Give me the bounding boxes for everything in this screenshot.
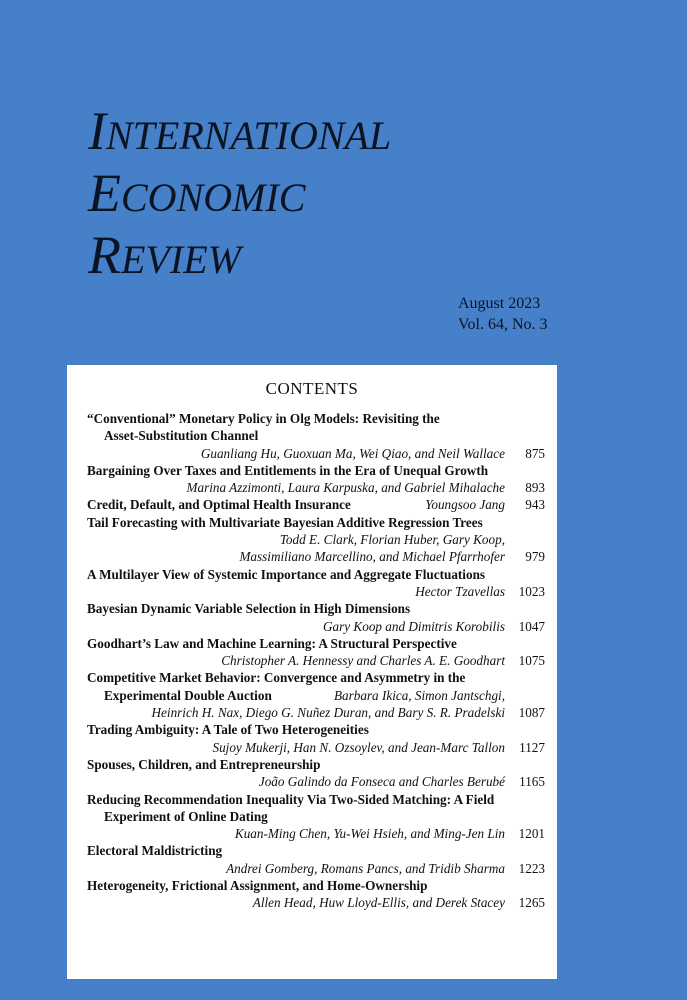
article-authors: Guanliang Hu, Guoxuan Ma, Wei Qiao, and Neil Wallace — [200, 445, 505, 461]
article-page: 1087 — [518, 705, 545, 721]
issue-date: August 2023 — [458, 295, 541, 312]
article-title[interactable]: Tail Forecasting with Multivariate Bayesian Additive Regression Trees — [87, 514, 483, 530]
article-authors: Hector Tzavellas — [415, 583, 505, 599]
toc-entry[interactable] — [87, 756, 545, 791]
article-page: 1047 — [518, 618, 545, 634]
article-title[interactable]: Spouses, Children, and Entrepreneurship — [87, 756, 321, 772]
toc-entry[interactable] — [87, 462, 545, 497]
article-title[interactable]: Competitive Market Behavior: Convergence and Asymmetry in the — [87, 670, 466, 686]
article-page: 1075 — [518, 653, 545, 669]
journal-title-line-2: ECONOMIC — [88, 163, 306, 223]
toc-entry[interactable] — [87, 877, 545, 912]
journal-title — [88, 100, 391, 286]
journal-title-line-1: INTERNATIONAL — [88, 101, 392, 161]
article-page: 893 — [525, 480, 545, 496]
article-authors: Marina Azzimonti, Laura Karpuska, and Gabriel Mihalache — [186, 480, 505, 496]
toc-entry[interactable] — [87, 514, 545, 566]
issue-volume: Vol. 64, No. 3 — [458, 316, 548, 333]
article-title[interactable]: Reducing Recommendation Inequality Via Two-Sided Matching: A Field — [87, 791, 495, 807]
toc-entry[interactable] — [87, 600, 545, 635]
toc-entry[interactable] — [87, 496, 545, 513]
article-page: 1223 — [518, 860, 545, 876]
toc-entry[interactable] — [87, 842, 545, 877]
article-authors: Sujoy Mukerji, Han N. Ozsoylev, and Jean-Marc Tallon — [212, 739, 505, 755]
article-title-cont[interactable]: Experimental Double Auction — [104, 687, 272, 703]
article-title[interactable]: A Multilayer View of Systemic Importance and Aggregate Fluctuations — [87, 566, 486, 582]
article-page: 979 — [525, 549, 545, 565]
toc-entry[interactable] — [87, 791, 545, 843]
article-authors: Massimiliano Marcellino, and Michael Pfarrhofer — [239, 549, 505, 565]
article-authors: Gary Koop and Dimitris Korobilis — [323, 618, 505, 634]
article-title[interactable]: Heterogeneity, Frictional Assignment, and Home-Ownership — [87, 878, 428, 894]
journal-title-line-3: REVIEW — [88, 225, 241, 285]
article-page: 1201 — [518, 826, 545, 842]
table-of-contents — [87, 410, 545, 912]
article-title[interactable]: Bargaining Over Taxes and Entitlements in the Era of Unequal Growth — [87, 462, 489, 478]
article-authors: Andrei Gomberg, Romans Pancs, and Tridib Sharma — [226, 860, 505, 876]
article-authors: Allen Head, Huw Lloyd-Ellis, and Derek Stacey — [252, 895, 505, 911]
contents-panel — [67, 365, 557, 979]
article-page: 1165 — [519, 774, 545, 790]
issue-info — [458, 293, 548, 335]
article-title[interactable]: Credit, Default, and Optimal Health Insurance — [87, 497, 351, 513]
toc-entry[interactable] — [87, 669, 545, 721]
article-authors: Kuan-Ming Chen, Yu-Wei Hsieh, and Ming-Jen Lin — [234, 826, 505, 842]
article-title[interactable]: “Conventional” Monetary Policy in Olg Models: Revisiting the — [87, 411, 440, 426]
contents-heading: CONTENTS — [265, 379, 359, 398]
article-page: 1023 — [518, 583, 545, 599]
article-authors-line-1: Todd E. Clark, Florian Huber, Gary Koop, — [279, 532, 505, 548]
toc-entry[interactable] — [87, 635, 545, 670]
article-authors: Heinrich H. Nax, Diego G. Nuñez Duran, and Bary S. R. Pradelski — [151, 705, 505, 721]
article-title[interactable]: Goodhart’s Law and Machine Learning: A Structural Perspective — [87, 635, 457, 651]
article-authors: João Galindo da Fonseca and Charles Berubé — [258, 774, 505, 790]
article-authors: Christopher A. Hennessy and Charles A. E. Goodhart — [221, 653, 505, 669]
article-title-cont[interactable]: Experiment of Online Dating — [104, 808, 268, 824]
article-title[interactable]: Bayesian Dynamic Variable Selection in High Dimensions — [87, 601, 411, 617]
article-authors: Youngsoo Jang — [425, 497, 505, 513]
toc-entry[interactable] — [87, 566, 545, 601]
article-authors-line-1: Barbara Ikica, Simon Jantschgi, — [333, 687, 505, 703]
article-title[interactable]: Electoral Maldistricting — [87, 843, 223, 859]
article-page: 875 — [525, 445, 545, 461]
article-page: 943 — [525, 497, 545, 513]
toc-entry[interactable] — [87, 410, 545, 462]
toc-entry[interactable] — [87, 721, 545, 756]
article-page: 1127 — [519, 739, 545, 755]
article-title-cont[interactable]: Asset-Substitution Channel — [104, 428, 259, 444]
article-page: 1265 — [518, 895, 545, 911]
article-title[interactable]: Trading Ambiguity: A Tale of Two Heterogeneities — [87, 722, 369, 738]
